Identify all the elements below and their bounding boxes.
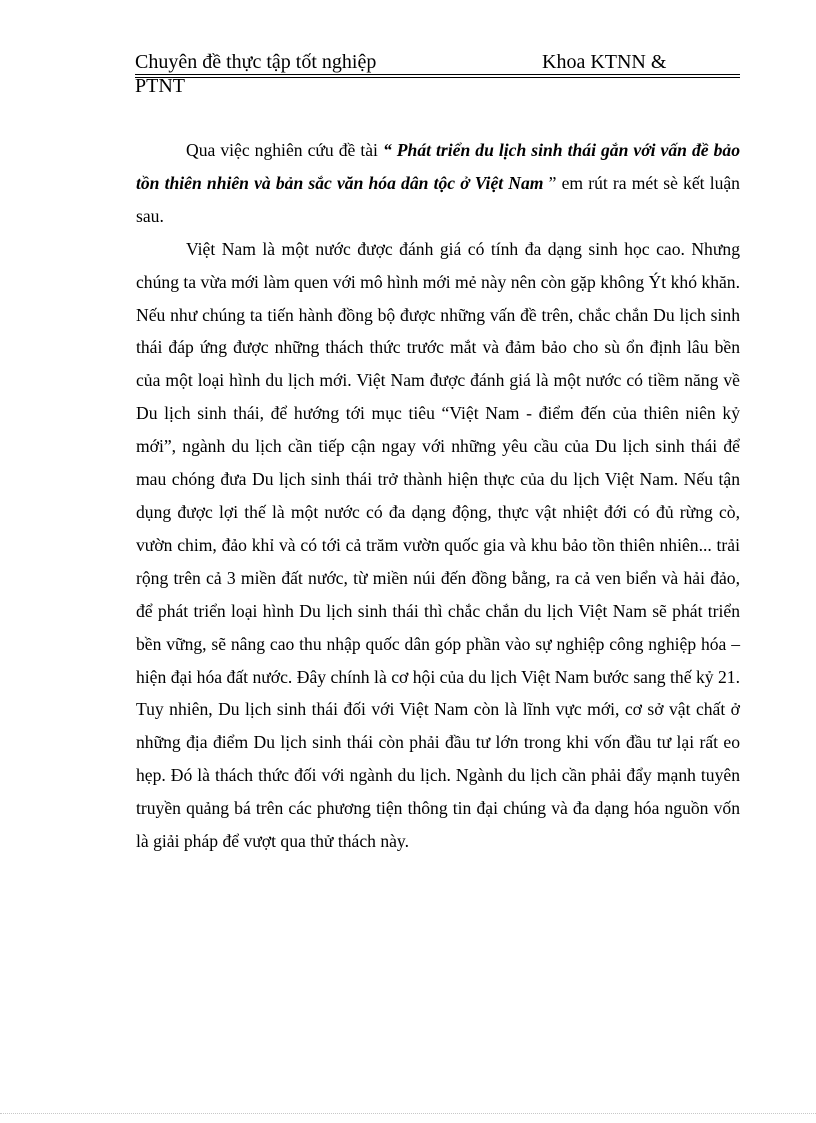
header-document-title: Chuyên đề thực tập tốt nghiệp [135, 51, 377, 73]
header-rule-secondary [135, 77, 740, 78]
intro-conclusion-text: ” em rút ra mét sè kết luận sau. [136, 172, 740, 226]
page-bottom-border [0, 1113, 816, 1114]
conclusion-paragraph: Việt Nam là một nước được đánh giá có tính đa dạng sinh học cao. Nhưng chúng ta vừa mới làm quen với mô hình mới mẻ này nên còn gặp không Ýt khó khăn. Nếu như chúng ta tiến hành đồng bộ được những vấn đề trên, chắc chắn Du lịch sinh thái đáp ứng được những thách thức trước mắt và đảm bảo cho sù ổn định lâu bền của một loại hình du lịch mới. Việt Nam được đánh giá là một nước có tiềm năng về Du lịch sinh thái, để hướng tới mục tiêu “Việt Nam - điểm đến của thiên niên kỷ mới”, ngành du lịch cần tiếp cận ngay với những yêu cầu của Du lịch sinh thái để mau chóng đưa Du lịch sinh thái trở thành hiện thực của du lịch Việt Nam. Nếu tận dụng được lợi thế là một nước có đa dạng động, thực vật nhiệt đới có đủ rừng cò, vườn chim, đảo khỉ và có tới cả trăm vườn quốc gia và khu bảo tồn thiên nhiên... trải rộng trên cả 3 miền đất nước, từ miền núi đến đồng bằng, ra cả ven biển và hải đảo, để phát triển loại hình Du lịch sinh thái thì chắc chắn du lịch Việt Nam sẽ phát triển bền vững, sẽ nâng cao thu nhập quốc dân góp phần vào sự nghiệp công nghiệp hóa – hiện đại hóa đất nước. Đây chính là cơ hội của du lịch Việt Nam bước sang thế kỷ 21. Tuy nhiên, Du lịch sinh thái đối với Việt Nam còn là lĩnh vực mới, cơ sở vật chất ở những địa điểm Du lịch sinh thái còn phải đầu tư lớn trong khi vốn đầu tư lại rất eo hẹp. Đó là thách thức đối với ngành du lịch. Ngành du lịch cần phải đẩy mạnh tuyên truyền quảng bá trên các phương tiện thông tin đại chúng và đa dạng hóa nguồn vốn là giải pháp để vượt qua thử thách này. [136, 238, 740, 852]
thesis-topic: “ Phát triển du lịch sinh thái gắn với vấn đề bảo tồn thiên nhiên và bản sắc văn hóa dân tộc ở Việt Nam [136, 140, 740, 193]
header-department-continued: PTNT [135, 75, 185, 97]
intro-text: Qua việc nghiên cứu đề tài [186, 140, 383, 160]
intro-paragraph [136, 134, 740, 233]
header-department: Khoa KTNN & [542, 51, 667, 73]
document-body [136, 134, 740, 858]
header-rule [135, 74, 740, 75]
page-header [135, 50, 740, 98]
